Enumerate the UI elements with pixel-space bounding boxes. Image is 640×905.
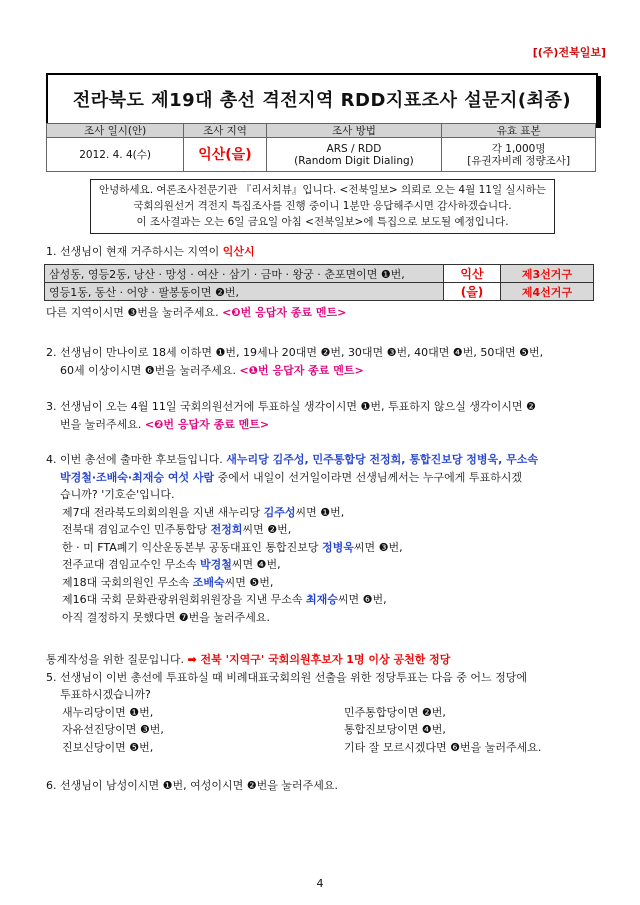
header-method: 조사 방법 (266, 124, 442, 138)
q5-row-3: 진보신당이면 ❺번, 기타 잘 모르시겠다면 ❻번을 눌러주세요. (62, 740, 542, 754)
q1-other: 다른 지역이시면 ❸번을 눌러주세요. <❸번 응답자 종료 멘트> (46, 306, 347, 319)
title-box (46, 73, 598, 125)
document-title: 전라북도 제19대 총선 격전지역 RDD지표조사 설문지(최종) (72, 90, 572, 111)
publisher-label: [(주)전북일보] (532, 46, 606, 59)
q4-option-4: 전주교대 겸임교수인 무소속 박경철씨면 ❹번, (62, 558, 281, 571)
q4-candidates-2: 박경철·조배숙·최재승 여섯 사람 (60, 470, 215, 484)
q3-end-note: <❷번 응답자 종료 멘트> (144, 417, 270, 431)
q1-option-1: 삼성동, 영등2동, 낭산 · 망성 · 여산 · 삼기 · 금마 · 왕궁 · 춘포면이면 ❶번, (45, 265, 444, 283)
survey-info-table (46, 123, 596, 172)
intro-notice (90, 179, 555, 234)
survey-sample: 각 1,000명 [유권자비례 정량조사] (442, 138, 596, 172)
notice-line-3: 이 조사결과는 오는 6일 금요일 아침 <전북일보>에 특집으로 보도될 예정입니다. (136, 216, 509, 228)
page-number: 4 (316, 877, 324, 890)
notice-line-1: 안녕하세요. 여론조사전문기관 『리서치뷰』입니다. <전북일보> 의뢰로 오는 4월 11일 실시하는 (98, 184, 547, 196)
header-sample: 유효 표본 (442, 124, 596, 138)
question-4: 4. 이번 총선에 출마한 후보들입니다. 새누리당 김주성, 민주통합당 전정희, 통합진보당 정병욱, 무소속 박경철·조배숙·최재승 여섯 사람 중에서 내일이 선거일이라면 선생님께서는 누구에게 투표하시겠 습니까? '기호순'입니다. 제7대 전라북도의회의원을 지낸 새누리당 김주성씨면 ❶번, 전북대 겸임교수인 민주통합당 전정희씨면 ❷번, 한 · 미 FTA폐기 익산운동본부 공동대표인 통합진보당 정병욱씨면 ❸번, 전주교대 겸임교수인 무소속 박경철씨면 ❹번, 제18대 국회의원인 무소속 조배숙씨면 ❺번, 제16대 국회 문화관광위원회위원장을 지낸 무소속 최재승씨면 ❻번, 아직 결정하지 못했다면 ❼번을 눌러주세요. (46, 451, 598, 626)
q1-city-2: (을) (444, 283, 501, 301)
q5-row-2: 자유선진당이면 ❸번, 통합진보당이면 ❹번, (62, 723, 446, 736)
q4-option-6: 제16대 국회 문화관광위원회위원장을 지낸 무소속 최재승씨면 ❻번, (62, 593, 387, 606)
question-3: 3. 선생님이 오는 4월 11일 국회의원선거에 투표하실 생각이시면 ❶번, 투표하지 않으실 생각이시면 ❷ 번을 눌러주세요. <❷번 응답자 종료 멘트> (46, 400, 536, 431)
q1-end-note: <❸번 응답자 종료 멘트> (222, 306, 347, 319)
q1-option-row-2 (45, 283, 594, 301)
notice-line-2: 국회의원선거 격전지 특집조사를 진행 중이니 1분만 응답해주시면 감사하겠습니다. (133, 200, 512, 212)
info-header-row (47, 124, 596, 138)
q5-note: ➡ 전북 '지역구' 국회의원후보자 1명 이상 공천한 정당 (187, 653, 451, 666)
q1-option-2: 영등1동, 동산 · 어양 · 팔봉동이면 ❷번, (45, 283, 444, 301)
header-date: 조사 일시(안) (47, 124, 184, 138)
survey-region: 익산(을) (184, 138, 266, 172)
question-2: 2. 선생님이 만나이로 18세 이하면 ❶번, 19세나 20대면 ❷번, 30대면 ❸번, 40대면 ❹번, 50대면 ❺번, 60세 이상이시면 ❻번을 눌러주세요. <❶번 응답자 종료 멘트> (46, 346, 544, 377)
q2-end-note: <❶번 응답자 종료 멘트> (239, 363, 364, 377)
header-region: 조사 지역 (184, 124, 266, 138)
q4-option-2: 전북대 겸임교수인 민주통합당 전정희씨면 ❷번, (62, 523, 292, 536)
question-1: 1. 선생님이 현재 거주하시는 지역이 익산시 (46, 245, 255, 258)
info-value-row (47, 138, 596, 172)
q1-options-table (44, 264, 594, 301)
q4-option-3: 한 · 미 FTA폐기 익산운동본부 공동대표인 통합진보당 정병욱씨면 ❸번, (62, 540, 403, 554)
q1-district-2: 제4선거구 (501, 283, 594, 301)
q4-option-1: 제7대 전라북도의회의원을 지낸 새누리당 김주성씨면 ❶번, (62, 505, 345, 519)
q1-option-row-1 (45, 265, 594, 283)
q1-district-1: 제3선거구 (501, 265, 594, 283)
q1-city-1: 익산 (444, 265, 501, 283)
survey-method: ARS / RDD (Random Digit Dialing) (266, 138, 442, 172)
q4-candidates: 새누리당 김주성, 민주통합당 전정희, 통합진보당 정병욱, 무소속 (226, 453, 539, 466)
survey-date: 2012. 4. 4(수) (47, 138, 184, 172)
q4-option-7: 아직 결정하지 못했다면 ❼번을 눌러주세요. (62, 610, 270, 624)
question-6: 6. 선생님이 남성이시면 ❶번, 여성이시면 ❷번을 눌러주세요. (46, 779, 338, 792)
q1-place: 익산시 (222, 245, 255, 258)
q4-option-5: 제18대 국회의원인 무소속 조배숙씨면 ❺번, (62, 575, 274, 589)
q5-row-1: 새누리당이면 ❶번, 민주통합당이면 ❷번, (62, 705, 446, 719)
question-5: 통계작성을 위한 질문입니다. ➡ 전북 '지역구' 국회의원후보자 1명 이상 공천한 정당 5. 선생님이 이번 총선에 투표하실 때 비례대표국회의원 선출을 위한 정당투표는 다음 중 어느 정당에 투표하시겠습니까? 새누리당이면 ❶번, 민주통합당이면 ❷번, 자유선진당이면 ❸번, 통합진보당이면 ❹번, 진보신당이면 ❺번, 기타 잘 모르시겠다면 ❻번을 눌러주세요. (46, 651, 598, 756)
